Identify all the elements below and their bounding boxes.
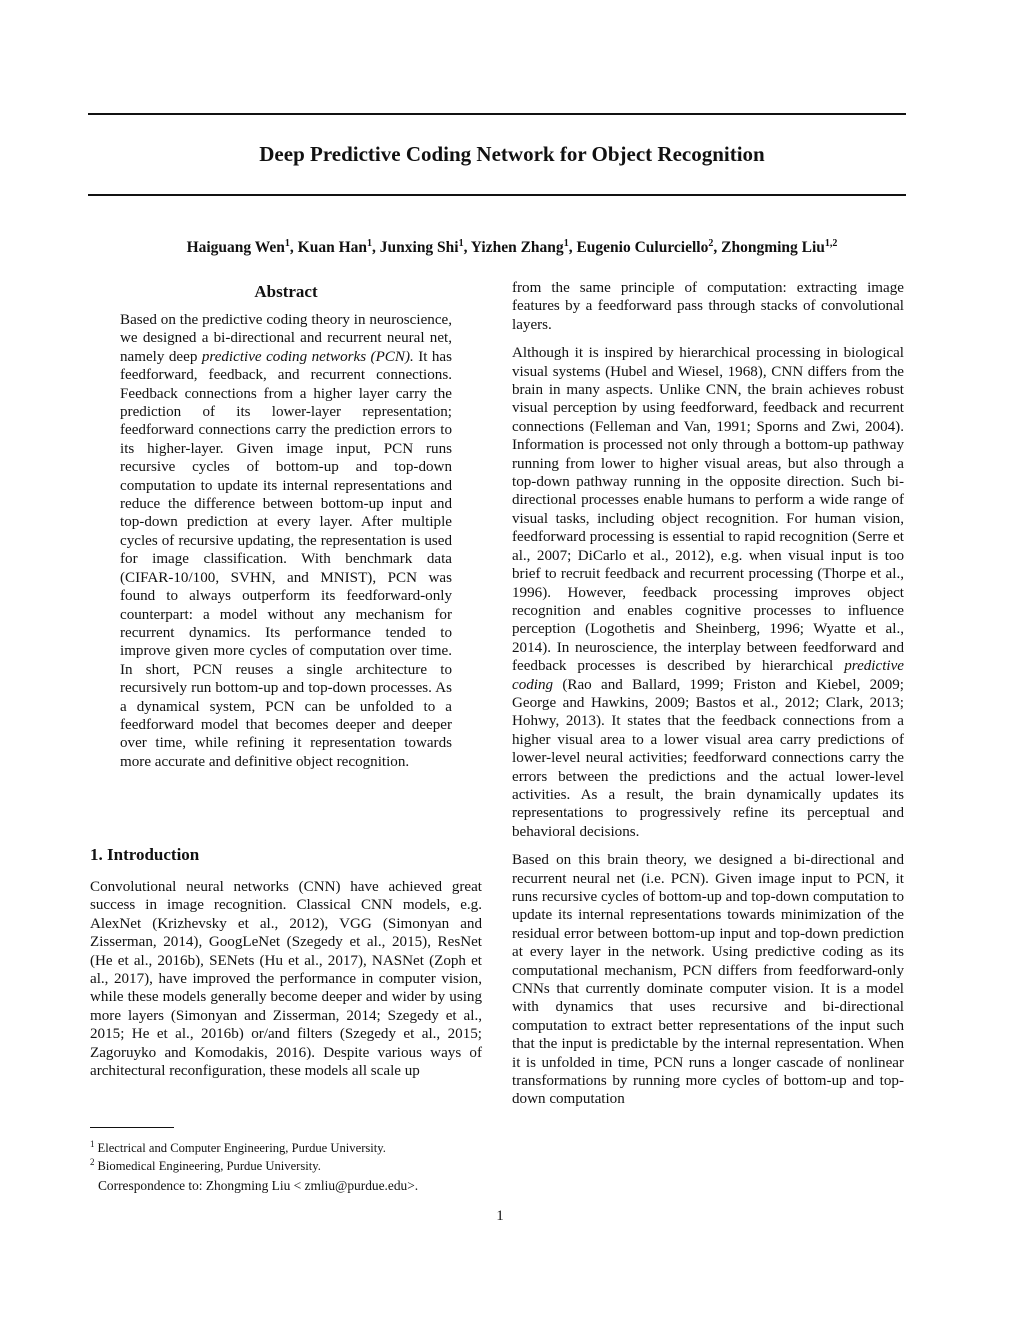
intro-paragraph-1-continued: from the same principle of computation: extracting image features by a feedforward pass through stacks of convolutional layers. (512, 280, 904, 333)
intro-paragraph-1: Convolutional neural networks (CNN) have achieved great success in image recognition. Classical CNN models, e.g. AlexNet (Krizhevsky et al., 2012), VGG (Simonyan and Zisserman, 2014), GoogLeNet (Szegedy et al., 2015), ResNet (He et al., 2016b), SENets (Hu et al., 2017), NASNet (Zoph et al., 2017), have improved the performance in computer vision, while these models generally become deeper and wider by using more layers (Simonyan and Zisserman, 2014; Szegedy et al., 2015; He et al., 2016b) or/and filters (Szegedy et al., 2015; Zagoruyko and Komodakis, 2016). Despite various ways of architectural reconfiguration, these models all scale up (90, 879, 482, 1080)
author: Yizhen Zhang$^1$, (470, 238, 577, 257)
abstract-text: Based on the predictive coding theory in neuroscience, we designed a bi-directional and recurrent neural net, namely deep predictive coding networks (PCN). It has feedforward, feedback, and recurrent connections. Feedback connections from a higher layer carry the prediction of its lower-layer representation; feedforward connections carry the prediction errors to its higher-layer. Given image input, PCN runs recursive cycles of bottom-up and top-down computation to update its internal representations and reduce the difference between bottom-up input and top-down prediction at every layer. After multiple cycles of recursive updating, the representation is used for image classification. With benchmark data (CIFAR-10/100, SVHN, and MNIST), PCN was found to always outperform its feedforward-only counterpart: a model without any mechanism for recurrent dynamics. Its performance tended to improve given more cycles of computation over time. In short, PCN reuses a single architecture to recursively run bottom-up and top-down processes. As a dynamical system, PCN can be unfolded to a feedforward model that becomes deeper and deeper over time, while refining it representation towards more accurate and definitive object recognition. (120, 312, 452, 770)
abstract-heading: Abstract (254, 282, 318, 301)
author: Kuan Han$^1$, (297, 238, 380, 257)
title-rule-bottom (88, 194, 906, 196)
author: Junxing Shi$^1$, (379, 238, 471, 257)
title-rule-top (88, 113, 906, 115)
footnote-affiliation-2: $^2$ Biomedical Engineering, Purdue University. (90, 1157, 321, 1173)
author: Eugenio Culurciello$^2$, (576, 238, 722, 257)
footnote-affiliation-1: $^1$ Electrical and Computer Engineering, Purdue University. (90, 1139, 386, 1155)
intro-paragraph-3: Based on this brain theory, we designed a bi-directional and recurrent neural net (i.e. PCN). Given image input to PCN, it runs recursive cycles of bottom-up and top-down computation to update its internal representations towards minimization of the residual error between bottom-up input and top-down prediction at every layer in the network. Using predictive coding as its computational mechanism, PCN differs from feedforward-only CNNs that currently dominate computer vision. It is a model with dynamics that uses recursive and bi-directional computation to extract better representations of the input such that the input is predictable by the internal representation. When it is unfolded in time, PCN runs a longer cascade of nonlinear transformations by running more cycles of bottom-up and top-down computation (512, 852, 904, 1108)
section-heading-introduction: 1. Introduction (90, 845, 200, 864)
paper-title: Deep Predictive Coding Network for Object Recognition (259, 142, 765, 166)
correspondence-note: Correspondence to: Zhongming Liu < zmliu@purdue.edu>. (98, 1178, 419, 1193)
intro-paragraph-2: Although it is inspired by hierarchical processing in biological visual systems (Hubel and Wiesel, 1968), CNN differs from the brain in many aspects. Unlike CNN, the brain achieves robust visual perception by using feedforward, feedback and recurrent connections (Felleman and Van, 1991; Sporns and Zwi, 2004). Information is processed not only through a bottom-up pathway running from lower to higher visual areas, but also through a top-down pathway running in the opposite direction. Such bi-directional processes enable humans to perform a wide range of visual tasks, including object recognition. For human vision, feedforward processing is essential to rapid recognition (Serre et al., 2007; DiCarlo et al., 2012), e.g. when visual input is too brief to recruit feedback and recurrent processing (Thorpe et al., 1996). However, feedback processing improves object recognition and enables cognitive processes to influence perception (Logothetis and Sheinberg, 1996; Wyatte et al., 2014). In neuroscience, the interplay between feedforward and feedback processes is described by hierarchical predictive coding (Rao and Ballard, 1999; Friston and Kiebel, 2009; George and Hawkins, 2009; Bastos et al., 2012; Clark, 2013; Hohwy, 2013). It states that the feedback connections from a higher visual area to a lower visual area carry predictions of lower-level neural activities; feedforward connections carry the errors between the predictions and the actual lower-level activities. As a result, the brain dynamically updates its representations to progressively refine its perceptual and behavioral decisions. (512, 345, 904, 840)
footnote-rule (90, 1127, 174, 1128)
right-column (512, 279, 904, 1119)
author-list (0, 238, 1024, 257)
author: Zhongming Liu$^{1,2}$ (721, 238, 838, 257)
author: Haiguang Wen$^1$, (186, 238, 298, 257)
page-number: 1 (496, 1208, 504, 1224)
